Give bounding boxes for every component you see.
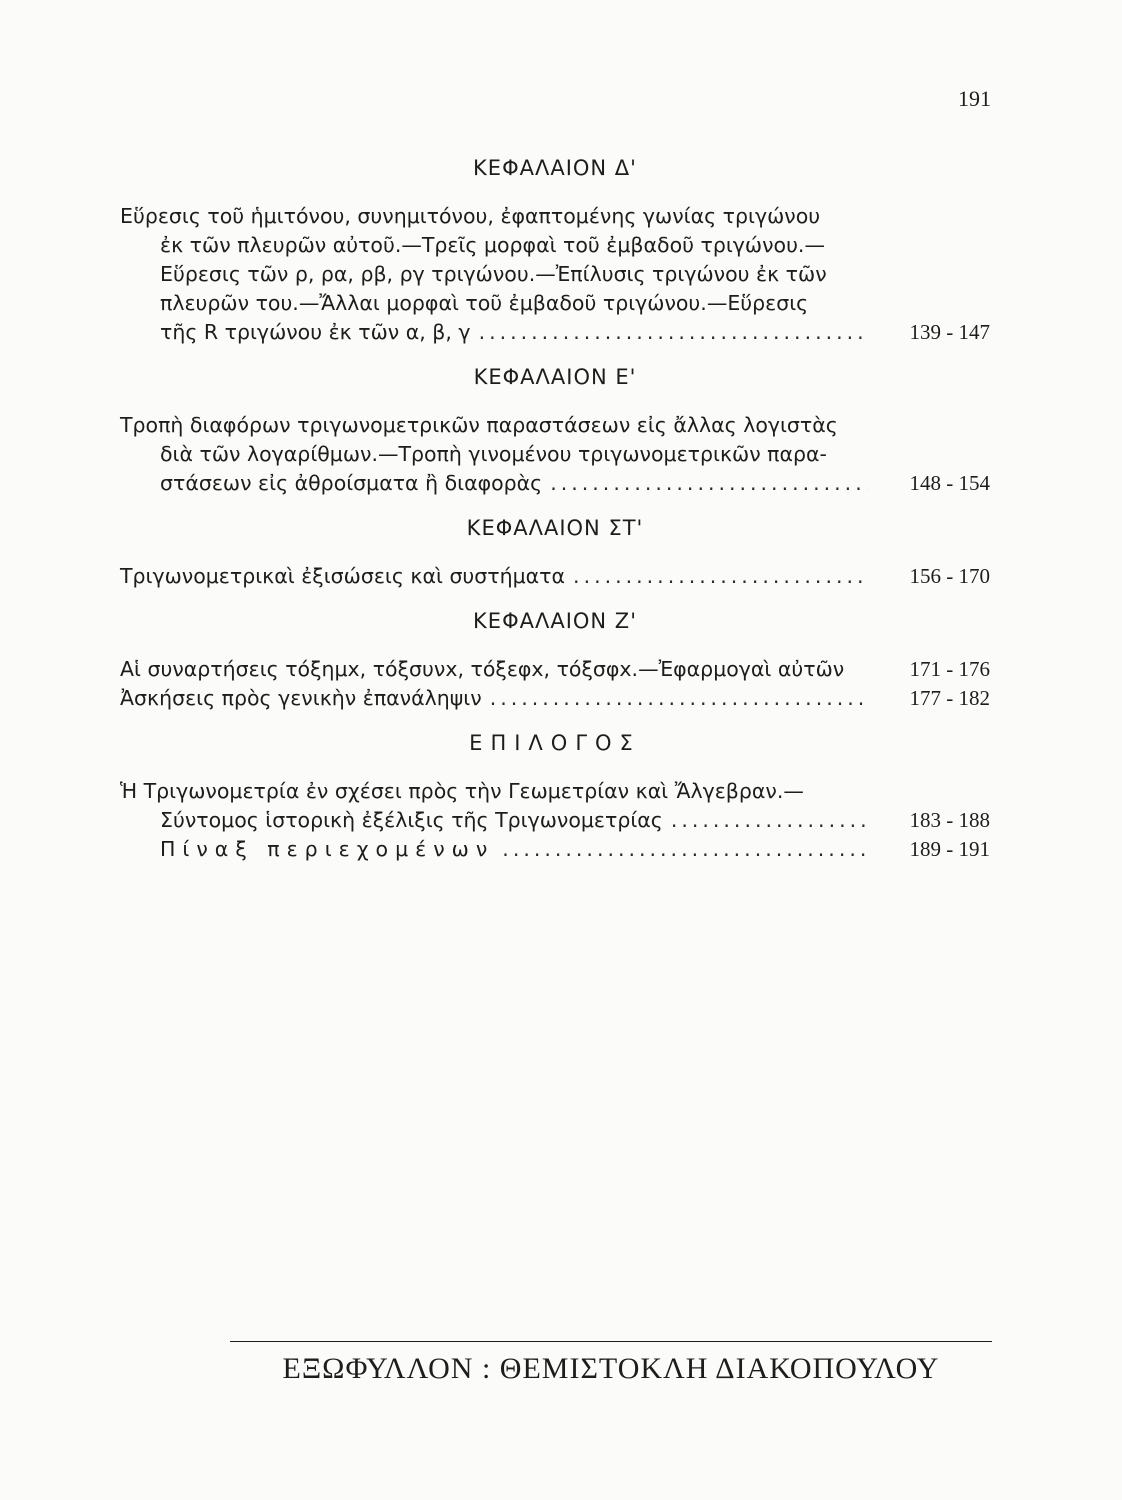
toc-entry-text: Τριγωνομετρικαὶ ἐξισώσεις καὶ συστήματα [120, 564, 566, 588]
toc-entry-text: τῆς R τριγώνου ἐκ τῶν α, β, γ [160, 320, 471, 344]
toc-entry-last-line [120, 469, 990, 498]
toc-entry [120, 202, 990, 347]
section-heading: ΕΠΙΛΟΓΟΣ [469, 731, 641, 755]
toc-entry-line: Ἡ Τριγωνομετρία ἐν σχέσει πρὸς τὴν Γεωμετρίαν καὶ Ἄλγεβραν.— [120, 779, 804, 803]
toc-entry [120, 411, 990, 498]
dot-leader [550, 469, 868, 498]
toc-entry [120, 835, 990, 864]
section-heading: ΚΕΦΑΛΑΙΟΝ Ζ' [473, 609, 637, 633]
section-heading: ΚΕΦΑΛΑΙΟΝ ΣΤ' [466, 516, 644, 540]
toc-entry-line: πλευρῶν του.—Ἄλλαι μορφαὶ τοῦ ἐμβαδοῦ τριγώνου.—Εὕρεσις [160, 291, 809, 315]
dot-leader [479, 318, 868, 347]
cover-credit: ΕΞΩΦΥΛΛΟΝ : ΘΕΜΙΣΤΟΚΛΗ ΔΙΑΚΟΠΟΥΛΟΥ [282, 1352, 940, 1385]
page-number: 191 [958, 86, 991, 111]
page-range: 183 - 188 [909, 808, 990, 832]
toc-entry-text: στάσεων εἰς ἀθροίσματα ἢ διαφορὰς [160, 471, 543, 495]
toc-entry-line: Τροπὴ διαφόρων τριγωνομετρικῶν παραστάσεων εἰς ἄλλας λογιστὰς [120, 413, 838, 437]
table-of-contents [120, 150, 990, 876]
toc-entry [120, 777, 990, 835]
footer-divider [230, 1341, 992, 1342]
dot-leader [502, 835, 868, 864]
toc-entry-last-line [120, 806, 990, 835]
page-range: 189 - 191 [909, 837, 990, 861]
toc-entry-last-line [120, 562, 990, 591]
section-heading: ΚΕΦΑΛΑΙΟΝ Ε' [473, 365, 637, 389]
toc-entry-line: Εὕρεσις τοῦ ἡμιτόνου, συνημιτόνου, ἐφαπτομένης γωνίας τριγώνου [120, 204, 821, 228]
section-heading: ΚΕΦΑΛΑΙΟΝ Δ' [473, 156, 637, 180]
page-range: 171 - 176 [909, 657, 990, 681]
toc-entry-last-line [120, 655, 990, 684]
toc-entry [120, 684, 990, 713]
toc-entry-line: Εὕρεσις τῶν ρ, ρα, ρβ, ργ τριγώνου.—Ἐπίλυσις τριγώνου ἐκ τῶν [160, 262, 827, 286]
page-range: 177 - 182 [909, 686, 990, 710]
toc-entry-line: διὰ τῶν λογαρίθμων.—Τροπὴ γινομένου τριγωνομετρικῶν παρα- [160, 442, 827, 466]
page-range: 148 - 154 [909, 471, 990, 495]
toc-entry-line: ἐκ τῶν πλευρῶν αὐτοῦ.—Τρεῖς μορφαὶ τοῦ ἐμβαδοῦ τριγώνου.— [160, 233, 825, 257]
dot-leader [573, 562, 868, 591]
toc-entry-last-line [120, 318, 990, 347]
toc-entry-text: Πίναξ περιεχομένων [160, 837, 495, 861]
dot-leader [490, 684, 868, 713]
dot-leader [671, 806, 868, 835]
page-range: 156 - 170 [909, 564, 990, 588]
toc-entry-text: Αἱ συναρτήσεις τόξημx, τόξσυνx, τόξεφx, τόξσφx.—Ἐφαρμογαὶ αὐτῶν [120, 657, 845, 681]
toc-entry-last-line [120, 684, 990, 713]
toc-entry [120, 655, 990, 684]
toc-entry [120, 562, 990, 591]
toc-entry-text: Ἀσκήσεις πρὸς γενικὴν ἐπανάληψιν [120, 686, 482, 710]
page-range: 139 - 147 [909, 320, 990, 344]
toc-entry-text: Σύντομος ἱστορικὴ ἐξέλιξις τῆς Τριγωνομετρίας [160, 808, 663, 832]
toc-entry-last-line [120, 835, 990, 864]
